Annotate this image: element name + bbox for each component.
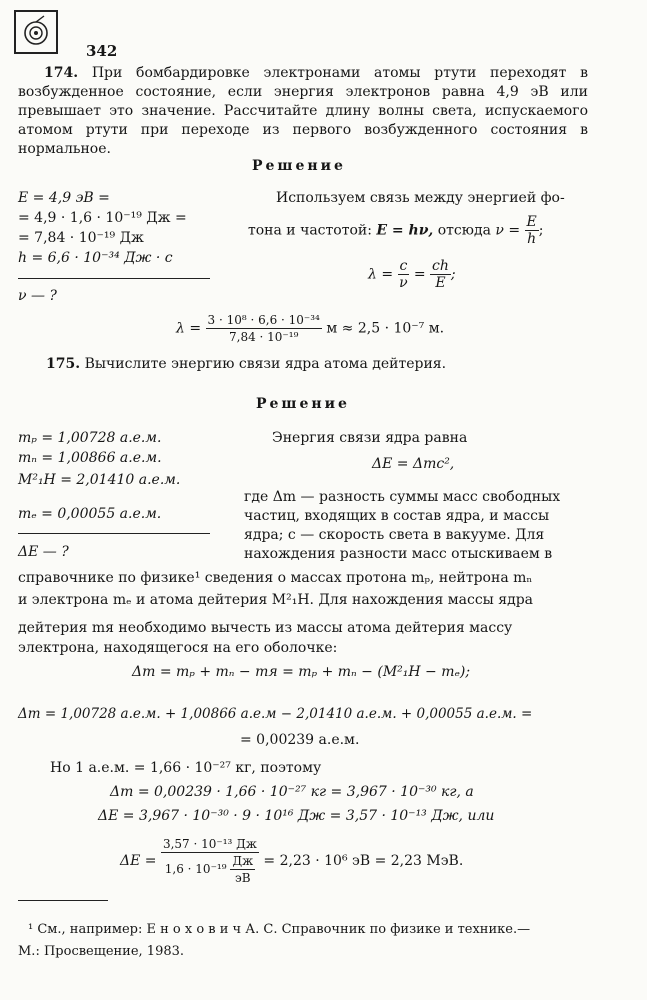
paragraph-line: частиц, входящих в состав ядра, и массы <box>244 508 550 524</box>
book-logo-icon <box>14 10 58 54</box>
formula: λ = <box>176 320 202 337</box>
fraction <box>525 214 539 247</box>
equation: Но 1 а.е.м. = 1,66 · 10⁻²⁷ кг, поэтому <box>50 760 322 776</box>
fraction-denominator: h <box>527 231 537 247</box>
footnote-divider <box>18 900 108 901</box>
fraction-numerator: c <box>399 258 408 274</box>
given-line: M²₁H = 2,01410 а.е.м. <box>18 472 181 488</box>
equation: ΔE = 3,967 · 10⁻³⁰ · 9 · 10¹⁶ Дж = 3,57 · 10⁻¹³ Дж, или <box>98 808 495 824</box>
given-line: = 7,84 · 10⁻¹⁹ Дж <box>18 230 144 246</box>
formula: E = hν, <box>376 222 434 239</box>
given-line: E = 4,9 эВ = <box>18 190 110 206</box>
paragraph-line: справочнике по физике¹ сведения о массах протона mₚ, нейтрона mₙ <box>18 570 533 586</box>
fraction-denominator <box>161 853 259 886</box>
formula: ΔE = <box>120 853 157 869</box>
formula: λ = <box>368 266 394 283</box>
explanation-text: тона и частотой: <box>248 222 372 239</box>
equation: Δm = mₚ + mₙ − mя = mₚ + mₙ − (M²₁H − mₑ); <box>132 664 471 680</box>
paragraph-line: где Δm — разность суммы масс свободных <box>244 489 561 505</box>
paragraph-line: ядра; c — скорость света в вакууме. Для <box>244 527 545 543</box>
formula: = <box>413 266 426 283</box>
paragraph-line: и электрона mₑ и атома дейтерия M²₁H. Для нахождения массы ядра <box>18 592 534 608</box>
given-line: = 4,9 · 1,6 · 10⁻¹⁹ Дж = <box>18 210 187 226</box>
paragraph-line: электрона, находящегося на его оболочке: <box>18 640 338 656</box>
explanation-text: Энергия связи ядра равна <box>272 430 468 446</box>
given-line: h = 6,6 · 10⁻³⁴ Дж · с <box>18 250 173 266</box>
problem-number: 175. <box>46 356 81 372</box>
given-line: mₚ = 1,00728 а.е.м. <box>18 430 162 446</box>
formula: ν = <box>495 222 521 239</box>
problem-text: Вычислите энергию связи ядра атома дейтерия. <box>84 356 447 372</box>
fraction <box>206 312 322 345</box>
unit-denominator: эВ <box>234 871 251 885</box>
fraction-denominator: ν <box>399 275 408 291</box>
solution-heading: Решение <box>252 158 346 174</box>
footnote-line: М.: Просвещение, 1983. <box>18 944 185 959</box>
find-line: ν — ? <box>18 288 57 304</box>
solution-heading: Решение <box>256 396 350 412</box>
formula: м ≈ 2,5 · 10⁻⁷ м. <box>326 320 445 337</box>
fraction <box>161 836 259 886</box>
explanation-relation <box>248 214 543 247</box>
formula: = 2,23 · 10⁶ эВ = 2,23 МэВ. <box>263 853 464 869</box>
unit-numerator: Дж <box>232 854 254 868</box>
unit-fraction <box>230 853 255 886</box>
given-line: mₙ = 1,00866 а.е.м. <box>18 450 162 466</box>
find-line: ΔE — ? <box>18 544 69 560</box>
equation: Δm = 1,00728 а.е.м. + 1,00866 а.е.м − 2,01410 а.е.м. + 0,00055 а.е.м. = <box>18 706 533 722</box>
fraction-numerator: E <box>526 214 537 230</box>
footnote-line: ¹ См., например: Е н о х о в и ч А. С. Справочник по физике и технике.— <box>28 922 531 937</box>
fraction <box>430 258 451 291</box>
page-number: 342 <box>86 42 118 60</box>
punctuation: ; <box>450 266 456 283</box>
problem-174 <box>18 64 588 159</box>
problem-175 <box>46 356 446 372</box>
fraction-numerator: 3 · 10⁸ · 6,6 · 10⁻³⁴ <box>207 313 320 327</box>
denominator-value: 1,6 · 10⁻¹⁹ <box>164 862 227 876</box>
fraction-numerator: ch <box>432 258 449 274</box>
equation: Δm = 0,00239 · 1,66 · 10⁻²⁷ кг = 3,967 · 10⁻³⁰ кг, а <box>110 784 474 800</box>
given-line: mₑ = 0,00055 а.е.м. <box>18 506 162 522</box>
explanation-text: Используем связь между энергией фо- <box>276 190 565 206</box>
fraction <box>398 258 410 291</box>
problem-number: 174. <box>44 65 79 81</box>
given-divider <box>18 533 210 534</box>
explanation-paragraph <box>244 488 560 564</box>
equation: = 0,00239 а.е.м. <box>240 732 360 748</box>
formula: ΔE = Δmc², <box>372 456 455 472</box>
paragraph-line: дейтерия mя необходимо вычесть из массы атома дейтерия массу <box>18 620 513 636</box>
given-divider <box>18 278 210 279</box>
explanation-text: отсюда <box>437 222 491 239</box>
lambda-formula <box>368 258 456 291</box>
problem-text: При бомбардировке электронами атомы ртути переходят в возбужденное состояние, если энергия электронов равна 4,9 эВ или превышает это значение. Рассчитайте длину волны света, испускаемого атомом ртути при переходе из первого возбужденного состояния в нормальное. <box>18 65 588 157</box>
final-energy-formula <box>120 836 463 886</box>
punctuation: ; <box>538 222 544 239</box>
fraction-numerator: 3,57 · 10⁻¹³ Дж <box>162 837 257 851</box>
paragraph-line: нахождения разности масс отыскиваем в <box>244 546 553 562</box>
fraction-denominator: E <box>435 275 446 291</box>
fraction-denominator: 7,84 · 10⁻¹⁹ <box>229 330 299 344</box>
lambda-result-formula <box>176 312 444 345</box>
